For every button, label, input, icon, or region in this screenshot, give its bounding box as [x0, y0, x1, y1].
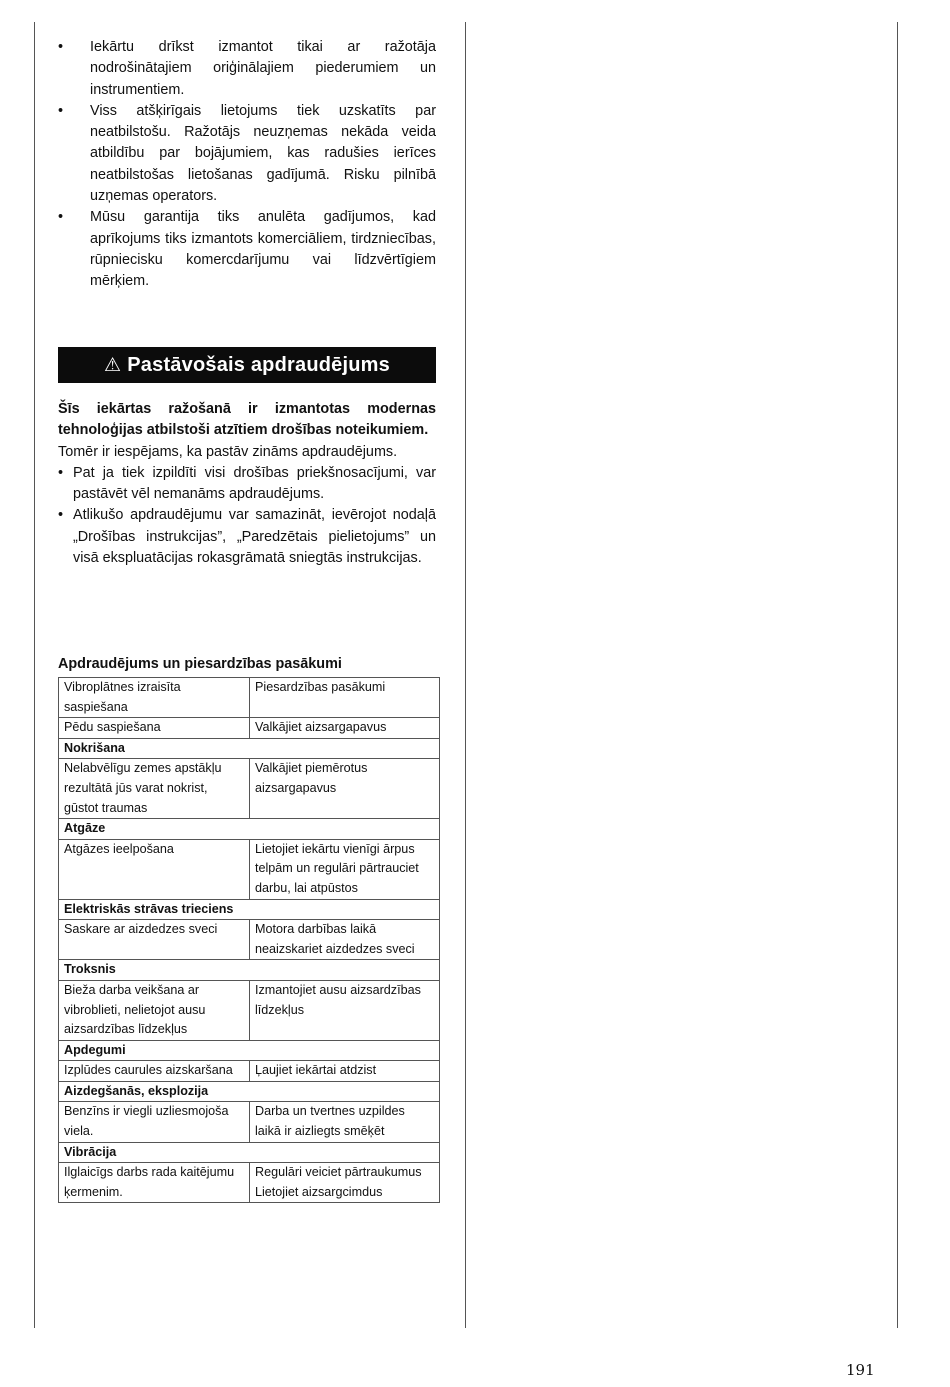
table-row	[59, 839, 440, 899]
category-cell: Aizdegšanās, eksplozija	[59, 1081, 440, 1102]
risk-cell: Atgāzes ieelpošana	[59, 839, 250, 899]
risk-cell: Bieža darba veikšana ar vibroblieti, nelietojot ausu aizsardzības līdzekļus	[59, 980, 250, 1040]
residual-risk-bullet-text: Atlikušo apdraudējumu var samazināt, ievērojot nodaļā „Drošības instrukcijas”, „Paredzētais pielietojums” un visā ekspluatācijas rokasgrāmatā sniegtās instrukcijas.	[73, 507, 436, 567]
table-row	[59, 759, 440, 819]
measure-cell: Lietojiet iekārtu vienīgi ārpus telpām un regulāri pārtrauciet darbu, lai atpūstos	[250, 839, 440, 899]
measure-cell: Ļaujiet iekārtai atdzist	[250, 1061, 440, 1082]
risk-cell: Ilglaicīgs darbs rada kaitējumu ķermenim.	[59, 1163, 250, 1203]
measure-cell: Valkājiet aizsargapavus	[250, 718, 440, 739]
residual-risk-plain-intro: Tomēr ir iespējams, ka pastāv zināms apdraudējums.	[58, 443, 398, 460]
table-category-row	[59, 819, 440, 840]
risk-cell: Vibroplātnes izraisīta saspiešana	[59, 678, 250, 718]
category-cell: Atgāze	[59, 819, 440, 840]
table-category-row	[59, 1081, 440, 1102]
table-row	[59, 920, 440, 960]
table-category-row	[59, 960, 440, 981]
page-number: 191	[846, 1361, 875, 1379]
measure-cell: Valkājiet piemērotus aizsargapavus	[250, 759, 440, 819]
table-category-row	[59, 1040, 440, 1061]
intro-bullet-text: Iekārtu drīkst izmantot tikai ar ražotāja nodrošinātajiem oriģinālajiem piederumiem un instrumentiem.	[90, 39, 436, 98]
residual-risk-bullet-list	[58, 463, 436, 569]
table-row	[59, 1102, 440, 1142]
residual-risk-section	[58, 399, 436, 569]
residual-risk-heading	[58, 347, 436, 383]
table-category-row	[59, 899, 440, 920]
bullet-icon: •	[58, 102, 64, 119]
risk-cell: Saskare ar aizdedzes sveci	[59, 920, 250, 960]
measure-cell: Regulāri veiciet pārtraukumus Lietojiet aizsargcimdus	[250, 1163, 440, 1203]
intro-bullet	[58, 37, 436, 101]
category-cell: Elektriskās strāvas trieciens	[59, 899, 440, 920]
residual-risk-bullet	[58, 505, 436, 569]
intro-bullet-text: Viss atšķirīgais lietojums tiek uzskatīts par neatbilstošu. Ražotājs neuzņemas nekāda veida atbildību par bojājumiem, kas radušies ierīces neatbilstošas lietošanas gadījumā. Risku pilnībā uzņemas operators.	[90, 102, 436, 205]
table-row	[59, 980, 440, 1040]
risk-cell: Pēdu saspiešana	[59, 718, 250, 739]
residual-risk-heading-text: Pastāvošais apdraudējums	[127, 353, 390, 376]
intro-bullet-text: Mūsu garantija tiks anulēta gadījumos, kad aprīkojums tiks izmantots komerciāliem, tirdzniecības, rūpniecisku komercdarījumu vai līdzvērtīgiem mērķiem.	[90, 209, 436, 290]
intro-bullet	[58, 207, 436, 292]
column-divider-middle	[465, 22, 466, 1328]
residual-risk-bold-intro: Šīs iekārtas ražošanā ir izmantotas modernas tehnoloģijas atbilstoši atzītiem drošības noteikumiem.	[58, 401, 436, 439]
category-cell: Nokrišana	[59, 738, 440, 759]
intro-bullet-list	[58, 37, 436, 293]
table-row	[59, 1163, 440, 1203]
table-title: Apdraudējums un piesardzības pasākumi	[58, 656, 342, 672]
bullet-icon: •	[58, 39, 64, 55]
residual-risk-bullet-text: Pat ja tiek izpildīti visi drošības priekšnosacījumi, var pastāvēt vēl nemanāms apdraudējums.	[73, 464, 436, 503]
residual-risk-bullet	[58, 463, 436, 506]
table-row	[59, 718, 440, 739]
warning-triangle-icon: ⚠	[104, 354, 122, 376]
intro-bullet	[58, 101, 436, 207]
measure-cell: Motora darbības laikā neaizskariet aizdedzes sveci	[250, 920, 440, 960]
table-category-row	[59, 738, 440, 759]
risk-cell: Benzīns ir viegli uzliesmojoša viela.	[59, 1102, 250, 1142]
column-divider-right	[897, 22, 898, 1328]
bullet-icon: •	[58, 464, 64, 481]
risk-cell: Izplūdes caurules aizskaršana	[59, 1061, 250, 1082]
measure-cell: Darba un tvertnes uzpildes laikā ir aizliegts smēķēt	[250, 1102, 440, 1142]
category-cell: Troksnis	[59, 960, 440, 981]
category-cell: Vibrācija	[59, 1142, 440, 1163]
table-category-row	[59, 1142, 440, 1163]
bullet-icon: •	[58, 507, 64, 524]
column-divider-left	[34, 22, 35, 1328]
table-row	[59, 678, 440, 718]
table-row	[59, 1061, 440, 1082]
risk-measures-table	[58, 677, 440, 1203]
measure-cell: Piesardzības pasākumi	[250, 678, 440, 718]
bullet-icon: •	[58, 209, 64, 226]
measure-cell: Izmantojiet ausu aizsardzības līdzekļus	[250, 980, 440, 1040]
risk-cell: Nelabvēlīgu zemes apstākļu rezultātā jūs varat nokrist, gūstot traumas	[59, 759, 250, 819]
category-cell: Apdegumi	[59, 1040, 440, 1061]
